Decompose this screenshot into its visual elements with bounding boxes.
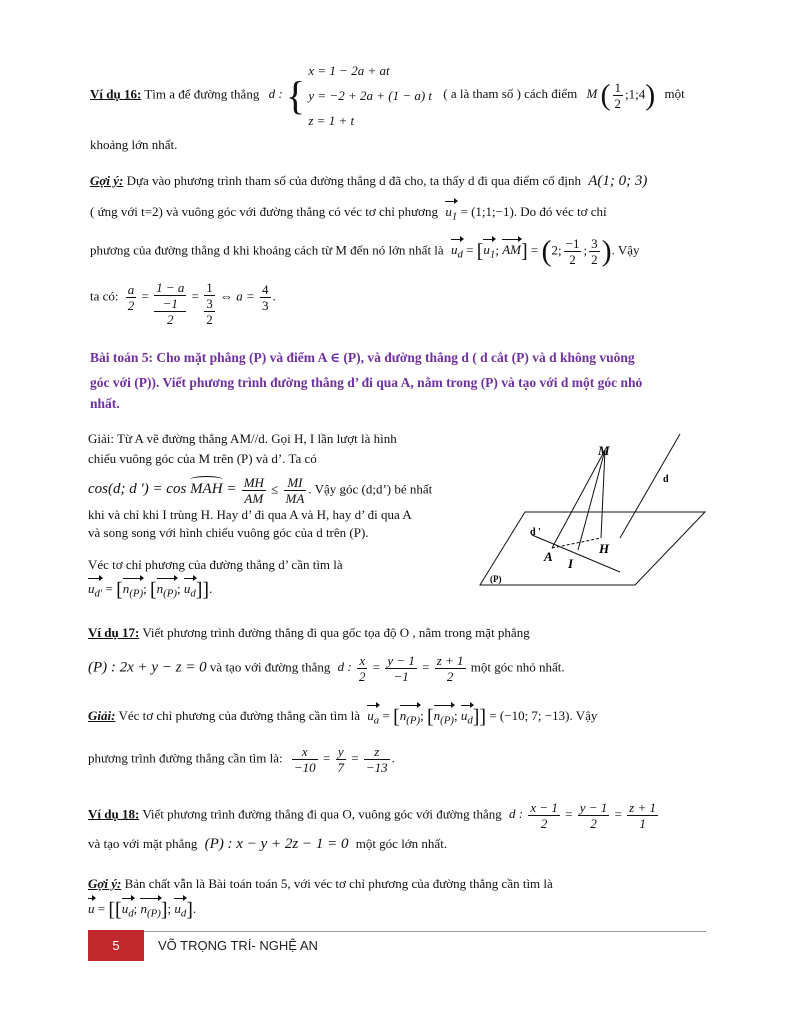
solution-5-line1: Giải: Từ A vẽ đường thẳng AM//d. Gọi H, I lần lượt là hình — [88, 431, 397, 446]
line-d — [620, 434, 680, 538]
geometry-figure — [470, 430, 710, 595]
hint-line3: phương của đường thẳng d khi khoảng cách từ M đến nó lớn nhất là $u_d = [u_1$; AM] = (2; $\frac{-1}{2}$ ; $\frac{3}{2}$ ). Vậy — [90, 234, 640, 268]
page-number: 5 — [88, 930, 144, 961]
footer-author: VÕ TRỌNG TRÍ- NGHỆ AN — [158, 938, 318, 953]
solution-5-line2: chiếu vuông góc của M trên (P) và d’. Ta có — [88, 451, 317, 466]
example-18-line2: và tạo với mặt phẳng (P) : x − y + 2z − 1 = 0 một góc lớn nhất. — [88, 836, 448, 852]
line-am — [552, 450, 605, 548]
label-a: A — [544, 549, 553, 564]
example-17-line2: (P) : 2x + y − z = 0 và tạo với đường thẳng d : $\frac{x}{2}$ = $\frac{y - 1}{-1}$ = $\frac{z + 1}{2}$ một góc nhỏ nhất. — [88, 653, 565, 684]
example-16-line2: khoảng lớn nhất. — [90, 137, 178, 152]
example-16-label: Ví dụ 16: — [90, 86, 142, 102]
problem-5-line1: Bài toán 5: Cho mặt phẳng (P) và điểm A ∈ (P), và đường thẳng d ( d cắt (P) và d không vuông — [90, 350, 635, 365]
label-h: H — [599, 541, 610, 556]
example-18-line1: Ví dụ 18: Viết phương trình đường thẳng đi qua O, vuông góc với đường thẳng d : $\frac{x - 1}{2}$ = $\frac{y - 1}{2}$ = $\frac{z + 1}{1}$ — [88, 800, 656, 831]
label-d: d — [663, 474, 669, 485]
plane-p — [480, 512, 705, 585]
solution-5-line3: khi và chỉ khi I trùng H. Hay d’ đi qua A và H, hay d’ đi qua A — [88, 507, 412, 522]
solution-5-line4: và song song với hình chiếu vuông góc của d trên (P). — [88, 525, 369, 540]
label-i: I — [568, 556, 574, 571]
label-plane: (P) — [490, 574, 502, 584]
parametric-system: x = 1 − 2a + at y = −2 + 2a + (1 − a) t z = 1 + t — [308, 63, 433, 128]
hint-line2: ( ứng với t=2) và vuông góc với đường thẳng có véc tơ chỉ phương $u_1$ = (1;1;−1). Do đó véc tơ chỉ — [90, 203, 607, 226]
example-16-line1: Ví dụ 16: Tìm a để đường thẳng d : { x = 1 − 2a + at y = −2 + 2a + (1 − a) t z = 1 + t ( a là tham số ) cách điểm M ( $\frac{1}{2}$ ;1;4) một — [90, 58, 685, 133]
problem-5-line2: góc với (P)). Viết phương trình đường thẳng d’ đi qua A, nằm trong (P) và tạo với d một góc nhỏ — [90, 375, 643, 390]
hint-18-vector: $u = [[u_d$; $n_{(P)}$]; $u_d$]. — [88, 899, 197, 922]
solution-5-formula: cos(d; d ') = cos MAH = $\frac{MH}{AM}$ ≤ $\frac{MI}{MA}$ . Vậy góc (d;d’) bé nhất — [88, 475, 433, 506]
line-ah — [552, 538, 601, 548]
hint-line1: Gợi ý: Dựa vào phương trình tham số của đường thẳng d đã cho, ta thấy d đi qua điểm cố định A(1; 0; 3) — [90, 173, 648, 189]
footer-divider — [144, 931, 706, 932]
label-m: M — [598, 443, 610, 458]
solution-5-line5: Véc tơ chỉ phương của đường thẳng d’ cần tìm là — [88, 557, 343, 572]
example-17-line1: Ví dụ 17: Viết phương trình đường thẳng đi qua gốc tọa độ O , nằm trong mặt phẳng — [88, 625, 530, 640]
problem-5-line3: nhất. — [90, 396, 120, 411]
solution-17-line2: phương trình đường thẳng cần tìm là: $\frac{x}{-10}$ = $\frac{y}{7}$ = $\frac{z}{-13}$ . — [88, 744, 395, 775]
solution-17-line1: Giải: Véc tơ chỉ phương của đường thẳng cần tìm là $u_a = [n_{(P)}$; [$n_{(P)}$; $u_d]] = (-10$; 7; −13). Vậy — [88, 706, 598, 729]
hint-line4: ta có: $\frac{a}{2}$ = 1 − a −1 2 = 1 3 2 ⇔ a = $\frac{4}{3}$ . — [90, 280, 276, 327]
solution-5-vector: $u_{d'} = [n_{(P)}$; [$n_{(P)}$; $u_d$]]. — [88, 579, 213, 602]
label-d-prime: d ' — [530, 527, 541, 538]
hint-18-line1: Gợi ý: Bản chất vẫn là Bài toán toán 5, với véc tơ chỉ phương của đường thẳng cần tìm là — [88, 876, 553, 891]
